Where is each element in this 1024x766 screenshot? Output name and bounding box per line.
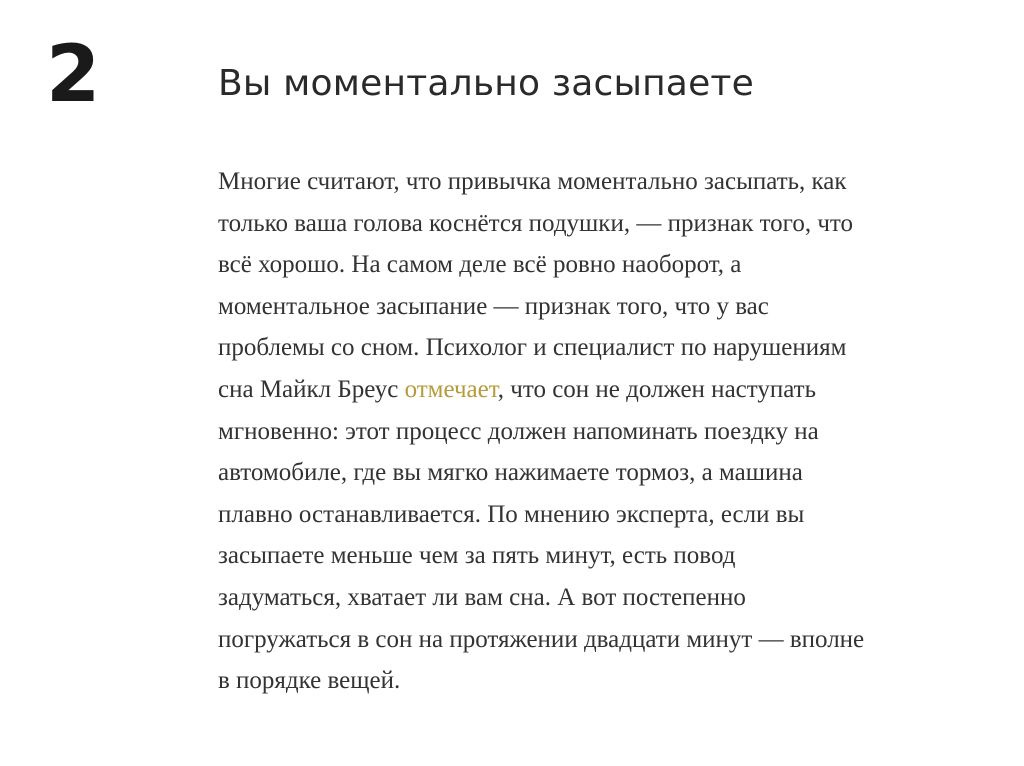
article-body bbox=[218, 161, 978, 702]
paragraph-line: всё хорошо. На самом деле всё ровно наоборот, а bbox=[218, 251, 742, 279]
paragraph-line: автомобиле, где вы мягко нажимаете тормоз, а машина bbox=[218, 459, 803, 487]
paragraph-line: моментальное засыпание — признак того, что у вас bbox=[218, 292, 769, 320]
paragraph-line: погружаться в сон на протяжении двадцати минут — вполне bbox=[218, 625, 865, 653]
paragraph-line: только ваша голова коснётся подушки, — признак того, что bbox=[218, 209, 853, 237]
paragraph-line: мгновенно: этот процесс должен напоминать поездку на bbox=[218, 417, 819, 445]
paragraph-line: в порядке вещей. bbox=[218, 667, 401, 695]
section-number: 2 bbox=[46, 30, 99, 120]
otmechaet-link[interactable]: отмечает bbox=[404, 375, 498, 403]
paragraph-text: , что сон не должен наступать bbox=[497, 375, 817, 403]
paragraph-line: плавно останавливается. По мнению эксперта, если вы bbox=[218, 500, 805, 528]
paragraph-line: проблемы со сном. Психолог и специалист по нарушениям bbox=[218, 334, 847, 362]
paragraph-line-with-link bbox=[218, 369, 978, 411]
section-title: Вы моментально засыпаете bbox=[218, 63, 754, 104]
paragraph-line: засыпаете меньше чем за пять минут, есть повод bbox=[218, 542, 736, 570]
paragraph-line: Многие считают, что привычка моментально засыпать, как bbox=[218, 168, 847, 195]
paragraph-line: задуматься, хватает ли вам сна. А вот постепенно bbox=[218, 583, 746, 611]
paragraph-text: сна Майкл Бреус bbox=[218, 375, 405, 403]
